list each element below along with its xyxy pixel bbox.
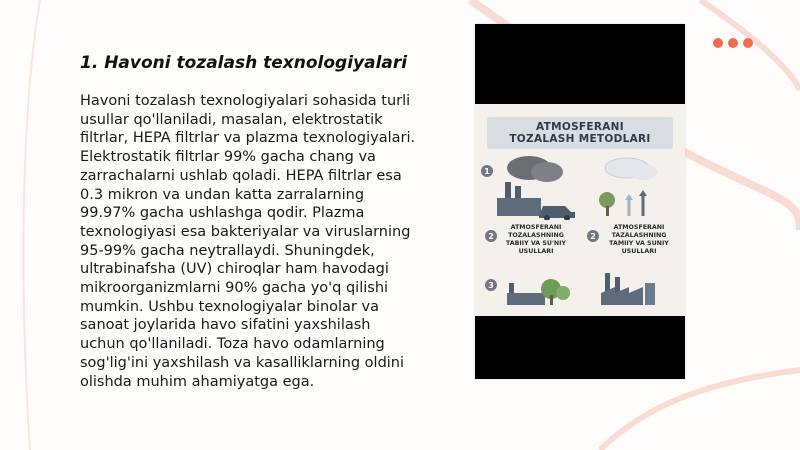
caption-left: ATMOSFERANI TOZALASHNING TABIIY VA SU'NIY USULLARI xyxy=(505,224,567,255)
step-number-2a: 2 xyxy=(485,230,497,242)
dot-icon xyxy=(713,38,723,48)
menu-dots xyxy=(713,38,753,48)
poster-title-line1: ATMOSFERANI xyxy=(536,121,624,133)
poster-image xyxy=(475,24,685,379)
step-number-2b: 2 xyxy=(587,230,599,242)
dot-icon xyxy=(743,38,753,48)
cloud-tree-arrows-icon xyxy=(591,154,671,220)
factory-car-smog-icon xyxy=(491,154,581,220)
industrial-plant-icon xyxy=(597,267,663,307)
caption-right: ATMOSFERANI TAZALASHNING TAMIIY VA SUNIY USULLARI xyxy=(609,224,669,255)
green-factory-icon xyxy=(503,267,573,307)
slide-body-text: Havoni tozalash texnologiyalari sohasida turli usullar qo'llaniladi, masalan, elektrostatik filtrlar, HEPA filtrlar va plazma texnologiyalari. Elektrostatik filtrlar 99% gacha chang va zarrachalarni ushlab qoladi. HEPA filtrlar esa 0.3 mikron va undan katta zarralarning 99.97% gacha ushlashga qodir. Plazma texnologiyasi esa bakteriyalar va viruslarning 95-99% gacha neytrallaydi. Shuningdek, ultrabinafsha (UV) chiroqlar ham havodagi mikroorganizmlarni 90% gacha yo'q qilishi mumkin. Ushbu texnologiyalar binolar va sanoat joylarida havo sifatini yaxshilash uchun qo'llaniladi. Toza havo odamlarning sog'lig'ini yaxshilash va kasalliklarning oldini olishda muhim ahamiyatga ega. xyxy=(80,93,416,390)
step-number-3: 3 xyxy=(485,279,497,291)
redacted-block-bottom xyxy=(475,316,685,379)
slide-title: 1. Havoni tozalash texnologiyalari xyxy=(80,53,408,73)
redacted-block-top xyxy=(475,24,685,104)
step-number-1: 1 xyxy=(481,165,493,177)
dot-icon xyxy=(728,38,738,48)
poster-title-line2: TOZALASH METODLARI xyxy=(509,133,651,145)
poster-title-banner xyxy=(487,117,673,149)
